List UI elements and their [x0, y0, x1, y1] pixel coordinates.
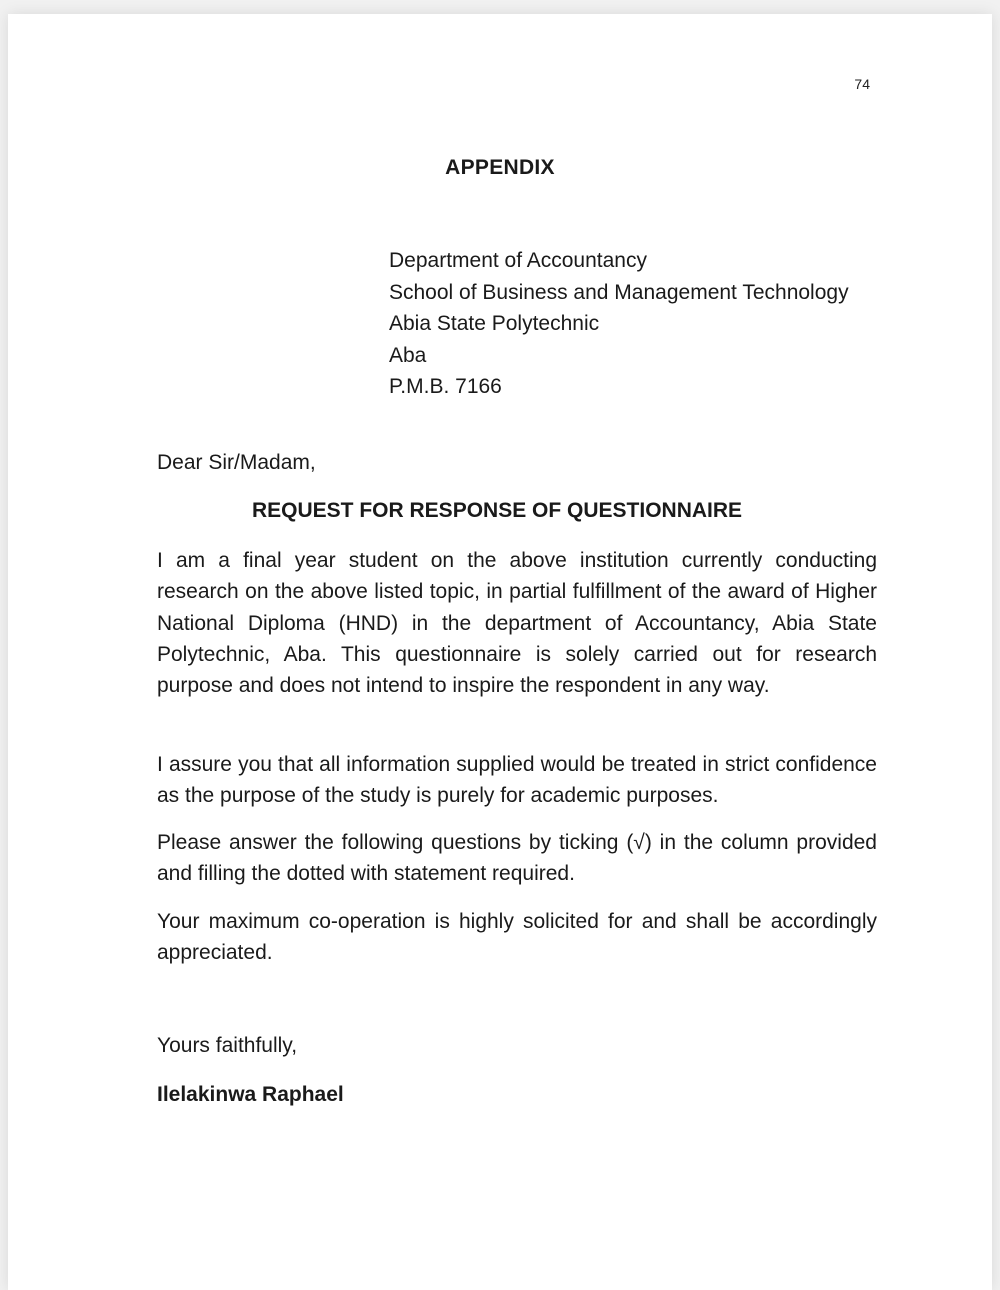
- body-paragraph-1: I am a final year student on the above institution currently conducting research on the above listed topic, in partial fulfillment of the award of Higher National Diploma (HND) in the department of Accountancy, Abia State Polytechnic, Aba. This questionnaire is solely carried out for research purpose and does not intend to inspire the respondent in any way.: [157, 549, 877, 698]
- salutation: Dear Sir/Madam,: [157, 451, 316, 474]
- address-line: P.M.B. 7166: [389, 375, 502, 398]
- letter-subject: REQUEST FOR RESPONSE OF QUESTIONNAIRE: [252, 499, 743, 522]
- body-paragraph-3: Please answer the following questions by ticking (√) in the column provided and filling the dotted with statement required.: [157, 831, 877, 886]
- closing: Yours faithfully,: [157, 1034, 298, 1057]
- signature-name: Ilelakinwa Raphael: [157, 1083, 344, 1106]
- address-line: Department of Accountancy: [389, 249, 647, 272]
- sender-address: [389, 245, 849, 403]
- document-page: [8, 14, 992, 1290]
- body-paragraph-2: I assure you that all information supplied would be treated in strict confidence as the purpose of the study is purely for academic purposes.: [157, 753, 877, 808]
- address-line: Aba: [389, 343, 427, 367]
- page-number: 74: [854, 76, 870, 92]
- address-line: Abia State Polytechnic: [389, 312, 600, 335]
- body-paragraph-4: Your maximum co-operation is highly solicited for and shall be accordingly appreciated.: [157, 910, 877, 965]
- page-title: APPENDIX: [445, 156, 555, 179]
- address-line: School of Business and Management Technology: [389, 280, 849, 304]
